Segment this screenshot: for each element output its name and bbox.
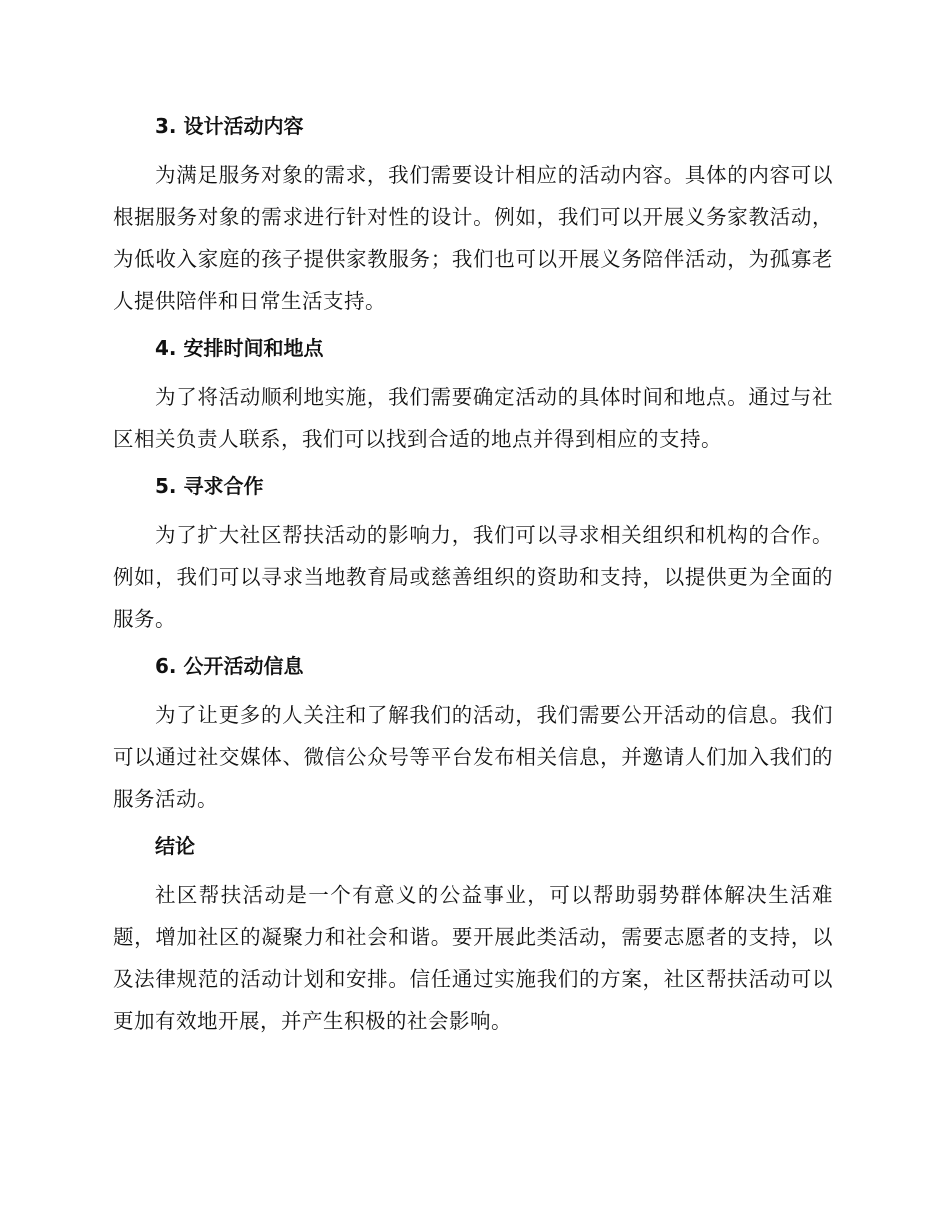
section-heading: 结论 xyxy=(155,834,195,858)
section-heading: 6. 公开活动信息 xyxy=(155,654,304,678)
document-page xyxy=(113,108,833,1050)
section-heading: 4. 安排时间和地点 xyxy=(155,336,324,360)
section-paragraph: 为满足服务对象的需求，我们需要设计相应的活动内容。具体的内容可以根据服务对象的需求进行针对性的设计。例如，我们可以开展义务家教活动，为低收入家庭的孩子提供家教服务；我们也可以开展义务陪伴活动，为孤寡老人提供陪伴和日常生活支持。 xyxy=(113,163,833,313)
section-time-place xyxy=(113,330,833,460)
section-paragraph: 社区帮扶活动是一个有意义的公益事业，可以帮助弱势群体解决生活难题，增加社区的凝聚力和社会和谐。要开展此类活动，需要志愿者的支持，以及法律规范的活动计划和安排。信任通过实施我们的方案，社区帮扶活动可以更加有效地开展，并产生积极的社会影响。 xyxy=(113,883,833,1033)
section-paragraph: 为了让更多的人关注和了解我们的活动，我们需要公开活动的信息。我们可以通过社交媒体、微信公众号等平台发布相关信息，并邀请人们加入我们的服务活动。 xyxy=(113,703,833,811)
section-cooperation xyxy=(113,468,833,640)
section-paragraph: 为了扩大社区帮扶活动的影响力，我们可以寻求相关组织和机构的合作。例如，我们可以寻求当地教育局或慈善组织的资助和支持，以提供更为全面的服务。 xyxy=(113,523,833,631)
section-paragraph: 为了将活动顺利地实施，我们需要确定活动的具体时间和地点。通过与社区相关负责人联系，我们可以找到合适的地点并得到相应的支持。 xyxy=(113,385,833,451)
section-design-content xyxy=(113,108,833,322)
section-heading: 3. 设计活动内容 xyxy=(155,114,304,138)
section-publicity xyxy=(113,648,833,820)
section-heading: 5. 寻求合作 xyxy=(155,474,264,498)
section-conclusion xyxy=(113,828,833,1042)
